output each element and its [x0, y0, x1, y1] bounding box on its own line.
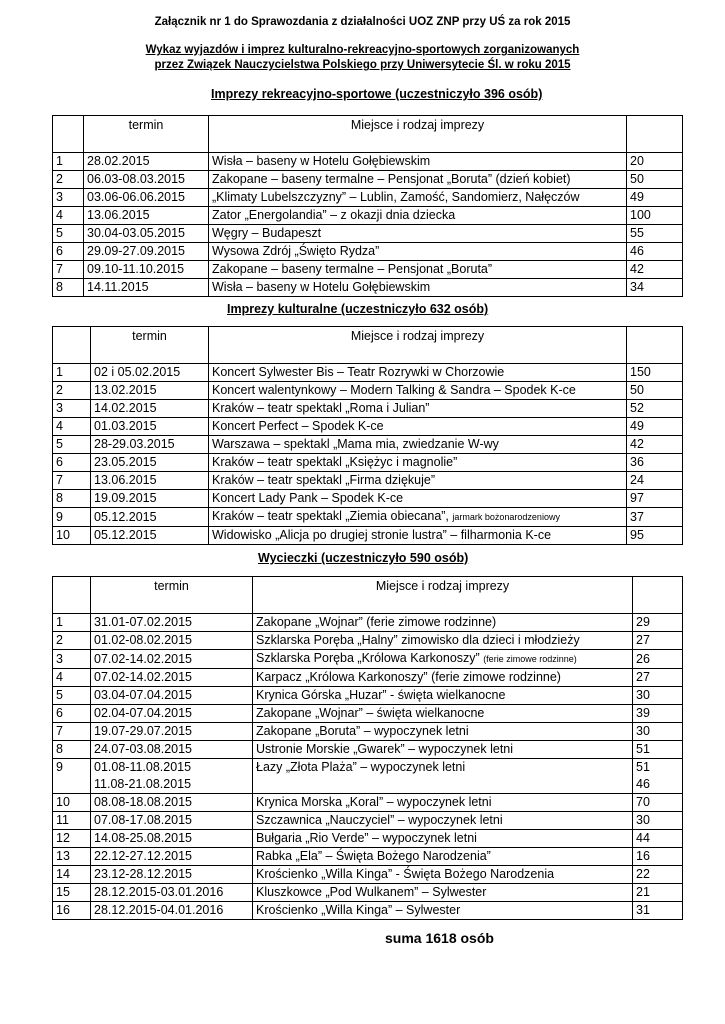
row-place-text: Widowisko „Alicja po drugiej stronie lustra” – filharmonia K-ce — [212, 528, 552, 542]
table-row — [53, 418, 683, 436]
row-place — [209, 400, 627, 418]
row-place-text: Krościenko „Willa Kinga” - Święta Bożego Narodzenia — [256, 867, 555, 881]
row-place — [209, 243, 627, 261]
row-number: 8 — [53, 279, 84, 297]
row-participants: 95 — [627, 527, 683, 545]
row-place-text: Kraków – teatr spektakl „Roma i Julian” — [212, 401, 430, 415]
table-row — [53, 400, 683, 418]
table-row — [53, 279, 683, 297]
row-participants-second: 46 — [636, 777, 650, 791]
row-participants: 24 — [627, 472, 683, 490]
row-place-text: Bułgaria „Rio Verde” – wypoczynek letni — [256, 831, 477, 845]
row-place-text: Krościenko „Willa Kinga” – Sylwester — [256, 903, 461, 917]
row-date: 01.02-08.02.2015 — [91, 632, 253, 650]
row-date: 05.12.2015 — [91, 527, 209, 545]
table-row — [53, 848, 683, 866]
row-date: 13.06.2015 — [84, 207, 209, 225]
row-date: 28.12.2015-03.01.2016 — [91, 884, 253, 902]
row-place — [253, 884, 633, 902]
table-row — [53, 866, 683, 884]
header-no — [53, 116, 84, 153]
row-place — [253, 687, 633, 705]
row-place-text: Koncert Lady Pank – Spodek K-ce — [212, 491, 404, 505]
row-place — [209, 472, 627, 490]
row-number: 2 — [53, 382, 91, 400]
table-header — [53, 116, 683, 153]
row-date: 05.12.2015 — [91, 508, 209, 527]
row-date: 28-29.03.2015 — [91, 436, 209, 454]
section-title-recreation: Imprezy rekreacyjno-sportowe (uczestniczyło 396 osób) — [211, 87, 543, 101]
row-place-note: (ferie zimowe rodzinne) — [483, 654, 577, 664]
row-date: 07.02-14.02.2015 — [91, 669, 253, 687]
row-participants: 36 — [627, 454, 683, 472]
row-participants: 42 — [627, 261, 683, 279]
table-row — [53, 902, 683, 920]
table-row — [53, 207, 683, 225]
row-place — [253, 866, 633, 884]
row-place-text: Szklarska Poręba „Halny” zimowisko dla dzieci i młodzieży — [256, 633, 580, 647]
row-number: 5 — [53, 225, 84, 243]
row-number: 4 — [53, 418, 91, 436]
row-place — [209, 153, 627, 171]
row-place — [209, 171, 627, 189]
row-place — [253, 794, 633, 812]
row-number: 3 — [53, 189, 84, 207]
row-number: 16 — [53, 902, 91, 920]
row-participants: 30 — [633, 723, 683, 741]
row-number: 8 — [53, 741, 91, 759]
row-number: 3 — [53, 650, 91, 669]
row-place — [209, 382, 627, 400]
row-participants: 50 — [627, 382, 683, 400]
row-place — [209, 454, 627, 472]
row-participants: 27 — [633, 632, 683, 650]
table-row — [53, 436, 683, 454]
row-number: 11 — [53, 812, 91, 830]
row-date: 22.12-27.12.2015 — [91, 848, 253, 866]
row-participants: 150 — [627, 364, 683, 382]
row-participants: 29 — [633, 614, 683, 632]
table-row — [53, 650, 683, 669]
table-row — [53, 382, 683, 400]
row-date: 13.02.2015 — [91, 382, 209, 400]
document-title: Załącznik nr 1 do Sprawozdania z działalności UOZ ZNP przy UŚ za rok 2015 — [154, 16, 571, 28]
table-row — [53, 490, 683, 508]
header-date: termin — [91, 577, 253, 614]
row-place-text: Krynica Morska „Koral” – wypoczynek letni — [256, 795, 492, 809]
row-participants: 39 — [633, 705, 683, 723]
row-participants: 70 — [633, 794, 683, 812]
row-number: 5 — [53, 436, 91, 454]
table-row — [53, 454, 683, 472]
table-row — [53, 741, 683, 759]
row-date — [91, 759, 253, 794]
table-header — [53, 577, 683, 614]
row-place-text: Koncert Sylwester Bis – Teatr Rozrywki w Chorzowie — [212, 365, 505, 379]
row-place-text: Węgry – Budapeszt — [212, 226, 322, 240]
row-place-text: Zakopane „Boruta” – wypoczynek letni — [256, 724, 469, 738]
row-place-text: „Klimaty Lubelszczyzny” – Lublin, Zamość, Sandomierz, Nałęczów — [212, 190, 580, 204]
row-date: 28.12.2015-04.01.2016 — [91, 902, 253, 920]
row-number: 1 — [53, 364, 91, 382]
row-number: 1 — [53, 153, 84, 171]
row-place-text: Wisła – baseny w Hotelu Gołębiewskim — [212, 154, 431, 168]
row-participants: 46 — [627, 243, 683, 261]
row-participants: 49 — [627, 418, 683, 436]
row-participants: 52 — [627, 400, 683, 418]
row-place — [253, 902, 633, 920]
row-date: 03.06-06.06.2015 — [84, 189, 209, 207]
header-count — [627, 116, 683, 153]
row-date: 01.03.2015 — [91, 418, 209, 436]
row-place-text: Kluszkowce „Pod Wulkanem” – Sylwester — [256, 885, 487, 899]
row-number: 4 — [53, 669, 91, 687]
row-date-second: 11.08-21.08.2015 — [94, 777, 192, 791]
row-participants: 44 — [633, 830, 683, 848]
row-participants: 27 — [633, 669, 683, 687]
row-place — [209, 527, 627, 545]
header-no — [53, 577, 91, 614]
row-number: 12 — [53, 830, 91, 848]
row-place-text: Zakopane – baseny termalne – Pensjonat „Boruta” (dzień kobiet) — [212, 172, 571, 186]
row-participants: 97 — [627, 490, 683, 508]
row-date: 29.09-27.09.2015 — [84, 243, 209, 261]
table-row — [53, 527, 683, 545]
row-number: 7 — [53, 472, 91, 490]
row-date: 09.10-11.10.2015 — [84, 261, 209, 279]
row-number: 6 — [53, 705, 91, 723]
row-participants: 50 — [627, 171, 683, 189]
row-participants: 34 — [627, 279, 683, 297]
row-date: 14.02.2015 — [91, 400, 209, 418]
row-place — [209, 436, 627, 454]
header-no — [53, 327, 91, 364]
row-place — [209, 279, 627, 297]
row-participants: 20 — [627, 153, 683, 171]
table-row — [53, 830, 683, 848]
table-row — [53, 243, 683, 261]
table-row — [53, 171, 683, 189]
table-row — [53, 723, 683, 741]
row-place-text: Ustronie Morskie „Gwarek” – wypoczynek letni — [256, 742, 514, 756]
row-number: 15 — [53, 884, 91, 902]
row-date: 06.03-08.03.2015 — [84, 171, 209, 189]
row-place — [209, 418, 627, 436]
row-date: 07.02-14.02.2015 — [91, 650, 253, 669]
row-date: 14.08-25.08.2015 — [91, 830, 253, 848]
document-subtitle-line1: Wykaz wyjazdów i imprez kulturalno-rekreacyjno-sportowych zorganizowanych — [145, 44, 580, 56]
row-date: 28.02.2015 — [84, 153, 209, 171]
table-header — [53, 327, 683, 364]
table-row — [53, 189, 683, 207]
row-place-text: Szklarska Poręba „Królowa Karkonoszy” — [256, 651, 484, 665]
row-number: 10 — [53, 527, 91, 545]
row-place — [209, 261, 627, 279]
row-number: 7 — [53, 723, 91, 741]
row-participants: 37 — [627, 508, 683, 527]
table-row — [53, 364, 683, 382]
row-participants-first: 51 — [636, 760, 650, 774]
row-number: 14 — [53, 866, 91, 884]
row-participants: 22 — [633, 866, 683, 884]
row-number: 2 — [53, 632, 91, 650]
row-place — [209, 189, 627, 207]
row-participants: 51 — [633, 741, 683, 759]
row-number: 7 — [53, 261, 84, 279]
row-date: 08.08-18.08.2015 — [91, 794, 253, 812]
row-place-text: Zakopane „Wojnar” – święta wielkanocne — [256, 706, 485, 720]
row-place-text: Krynica Górska „Huzar” - święta wielkanocne — [256, 688, 506, 702]
row-date: 23.05.2015 — [91, 454, 209, 472]
row-date: 31.01-07.02.2015 — [91, 614, 253, 632]
row-place — [253, 669, 633, 687]
table-row — [53, 687, 683, 705]
header-place: Miejsce i rodzaj imprezy — [209, 327, 627, 364]
row-participants: 49 — [627, 189, 683, 207]
header-place: Miejsce i rodzaj imprezy — [253, 577, 633, 614]
row-participants: 30 — [633, 687, 683, 705]
row-date: 19.09.2015 — [91, 490, 209, 508]
table-row — [53, 812, 683, 830]
row-date: 19.07-29.07.2015 — [91, 723, 253, 741]
row-place-text: Koncert Perfect – Spodek K-ce — [212, 419, 384, 433]
row-participants — [633, 759, 683, 794]
row-place-text: Zakopane „Wojnar” (ferie zimowe rodzinne) — [256, 615, 497, 629]
row-place-text: Karpacz „Królowa Karkonoszy” (ferie zimowe rodzinne) — [256, 670, 561, 684]
table-row — [53, 153, 683, 171]
header-count — [627, 327, 683, 364]
row-place — [253, 759, 633, 794]
row-date: 24.07-03.08.2015 — [91, 741, 253, 759]
row-number: 9 — [53, 508, 91, 527]
row-place — [209, 508, 627, 527]
table-row — [53, 884, 683, 902]
row-number: 6 — [53, 243, 84, 261]
row-number: 8 — [53, 490, 91, 508]
row-place — [209, 207, 627, 225]
row-participants: 100 — [627, 207, 683, 225]
table-row — [53, 632, 683, 650]
row-participants: 55 — [627, 225, 683, 243]
row-place-text: Kraków – teatr spektakl „Ziemia obiecana”, — [212, 509, 453, 523]
row-number: 10 — [53, 794, 91, 812]
row-place — [253, 741, 633, 759]
row-participants: 42 — [627, 436, 683, 454]
row-place-text: Warszawa – spektakl „Mama mia, zwiedzanie W-wy — [212, 437, 499, 451]
row-number: 3 — [53, 400, 91, 418]
row-place-text: Koncert walentynkowy – Modern Talking & Sandra – Spodek K-ce — [212, 383, 576, 397]
row-place — [209, 490, 627, 508]
table-row — [53, 705, 683, 723]
row-number: 9 — [53, 759, 91, 794]
document-subtitle-line2: przez Związek Nauczycielstwa Polskiego przy Uniwersytecie Śl. w roku 2015 — [154, 59, 571, 71]
row-place — [253, 632, 633, 650]
table-row — [53, 225, 683, 243]
row-number: 2 — [53, 171, 84, 189]
row-place — [253, 812, 633, 830]
row-number: 13 — [53, 848, 91, 866]
table-row — [53, 261, 683, 279]
row-date: 30.04-03.05.2015 — [84, 225, 209, 243]
row-place — [253, 614, 633, 632]
row-place — [253, 650, 633, 669]
row-place-text: Wysowa Zdrój „Święto Rydza” — [212, 244, 380, 258]
row-date: 23.12-28.12.2015 — [91, 866, 253, 884]
row-place — [253, 723, 633, 741]
trips-table — [52, 576, 683, 920]
row-date: 02.04-07.04.2015 — [91, 705, 253, 723]
table-row — [53, 472, 683, 490]
row-number: 5 — [53, 687, 91, 705]
table-row — [53, 508, 683, 527]
row-place-text: Zator „Energolandia” – z okazji dnia dziecka — [212, 208, 456, 222]
table-row — [53, 759, 683, 794]
row-date: 13.06.2015 — [91, 472, 209, 490]
row-place-text: Łazy „Złota Plaża” – wypoczynek letni — [256, 760, 466, 774]
row-date: 03.04-07.04.2015 — [91, 687, 253, 705]
row-participants: 16 — [633, 848, 683, 866]
header-place: Miejsce i rodzaj imprezy — [209, 116, 627, 153]
header-date: termin — [91, 327, 209, 364]
row-date: 07.08-17.08.2015 — [91, 812, 253, 830]
row-date-first: 01.08-11.08.2015 — [94, 760, 192, 774]
row-place — [253, 848, 633, 866]
row-place — [209, 364, 627, 382]
row-number: 1 — [53, 614, 91, 632]
row-place-note: jarmark bożonarodzeniowy — [452, 512, 560, 522]
row-participants: 26 — [633, 650, 683, 669]
row-place — [253, 830, 633, 848]
row-place — [209, 225, 627, 243]
row-date: 14.11.2015 — [84, 279, 209, 297]
total-participants: suma 1618 osób — [385, 930, 494, 946]
recreation-table — [52, 115, 683, 297]
row-place-text: Kraków – teatr spektakl „Firma dziękuje” — [212, 473, 435, 487]
section-title-cultural: Imprezy kulturalne (uczestniczyło 632 osób) — [227, 302, 489, 316]
row-place-text: Kraków – teatr spektakl „Księżyc i magnolie” — [212, 455, 458, 469]
header-date: termin — [84, 116, 209, 153]
row-date: 02 i 05.02.2015 — [91, 364, 209, 382]
row-place-text: Szczawnica „Nauczyciel” – wypoczynek letni — [256, 813, 503, 827]
row-place-text: Zakopane – baseny termalne – Pensjonat „Boruta” — [212, 262, 493, 276]
row-participants: 31 — [633, 902, 683, 920]
row-place-text: Rabka „Ela” – Święta Bożego Narodzenia” — [256, 849, 491, 863]
row-participants: 21 — [633, 884, 683, 902]
table-row — [53, 794, 683, 812]
row-participants: 30 — [633, 812, 683, 830]
table-row — [53, 614, 683, 632]
row-number: 4 — [53, 207, 84, 225]
table-row — [53, 669, 683, 687]
row-place — [253, 705, 633, 723]
row-place-text: Wisła – baseny w Hotelu Gołębiewskim — [212, 280, 431, 294]
header-count — [633, 577, 683, 614]
section-title-trips: Wycieczki (uczestniczyło 590 osób) — [258, 551, 469, 565]
row-number: 6 — [53, 454, 91, 472]
cultural-table — [52, 326, 683, 545]
